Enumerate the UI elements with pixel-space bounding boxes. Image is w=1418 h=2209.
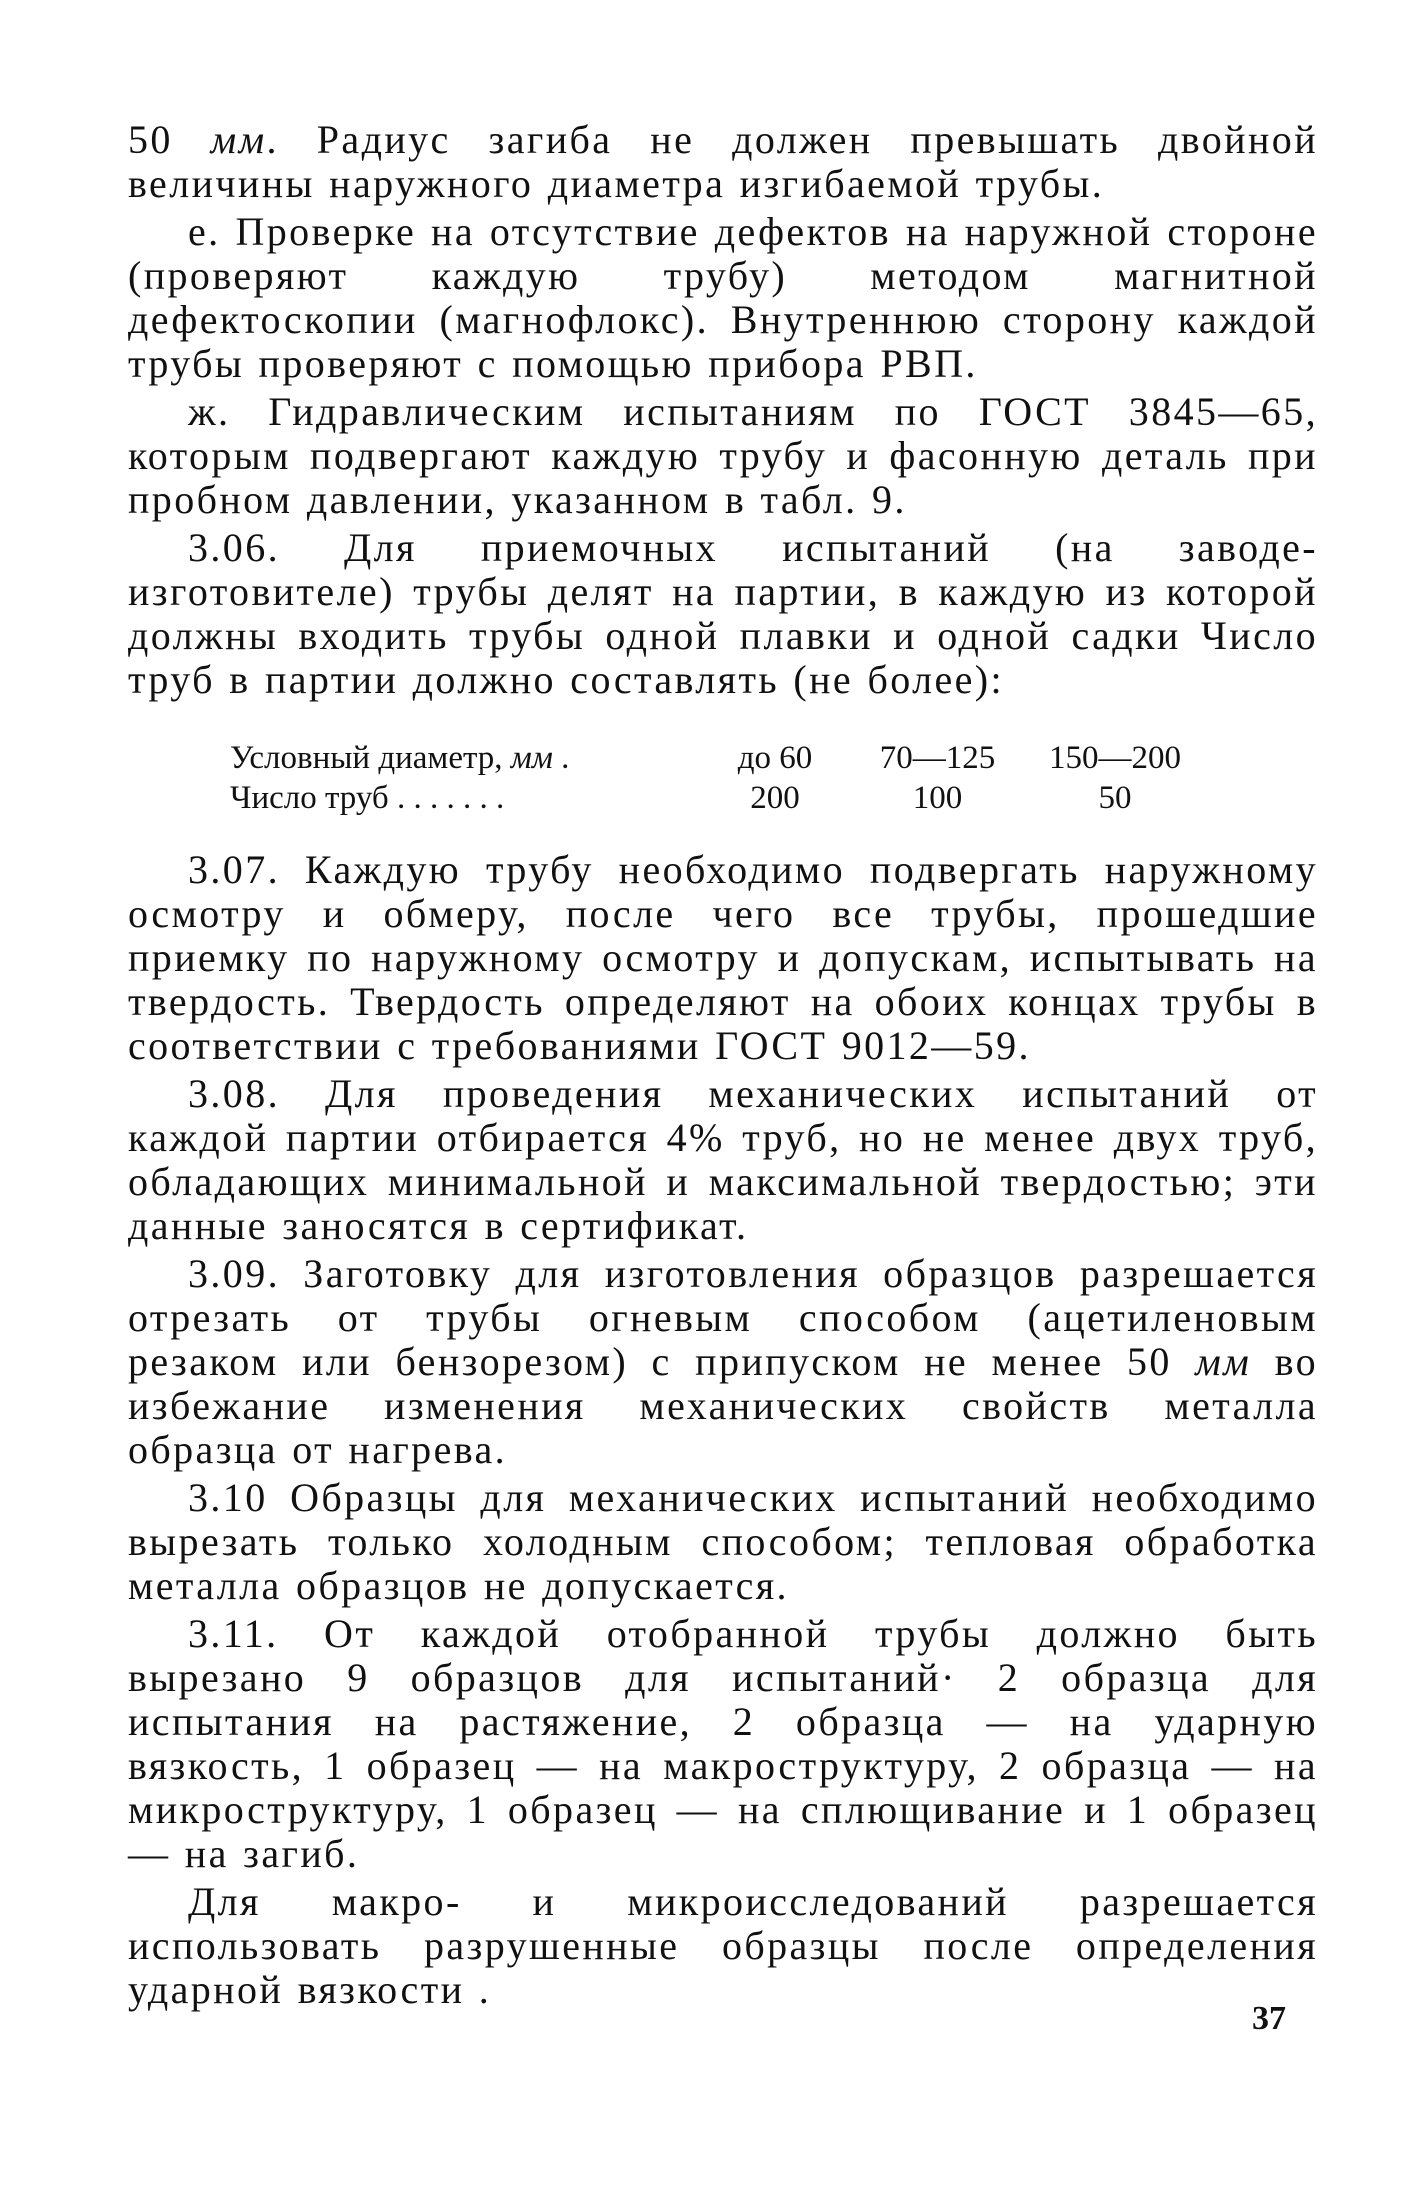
bend-radius-value: 50	[128, 117, 173, 162]
paragraph-3-07: 3.07. Каждую трубу необходимо подвергать наружному осмотру и обмеру, после чего все трубы, прошедшие приемку по наружному осмотру и допускам, испытывать на твердость. Твердость определяют на обоих концах трубы в соответствии с требованиями ГОСТ 9012—59.	[128, 847, 1318, 1068]
table-cell: до 60	[737, 740, 813, 776]
unit-mm: мм	[210, 117, 267, 162]
paragraph-e-defect-check: е. Проверке на отсутствие дефектов на наружной стороне (проверяют каждую трубу) методом магнитной дефектоскопии (магнофлокс). Внутреннюю сторону каждой трубы проверяют с помощью прибора РВП.	[128, 209, 1318, 386]
paragraph-bend-radius	[128, 118, 1318, 206]
table-cell: 150—200	[1049, 740, 1181, 776]
bend-radius-text: . Радиус загиба не должен превышать двойной величины наружного диаметра изгибаемой трубы.	[128, 117, 1318, 206]
table-label-count: Число труб . . . . . . .	[230, 780, 505, 816]
paragraph-3-08: 3.08. Для проведения механических испытаний от каждой партии отбирается 4% труб, но не менее двух труб, обладающих минимальной и максимальной твердостью; эти данные заносятся в сертификат.	[128, 1071, 1318, 1248]
paragraph-3-06: 3.06. Для приемочных испытаний (на заводе-изготовителе) трубы делят на партии, в каждую из которой должны входить трубы одной плавки и одной садки Число труб в партии должно составлять (не более):	[128, 525, 1318, 702]
table-label-diameter: Условный диаметр, мм .	[230, 740, 570, 776]
unit-mm: мм	[1195, 1339, 1252, 1384]
page-number: 37	[1252, 2000, 1286, 2037]
paragraph-3-09: 3.09. Заготовку для изготовления образцов разрешается отрезать от трубы огневым способом (ацетиленовым резаком или бензорезом) с припуском не менее 50 мм во избежание изменения механических свойств металла образца от нагрева.	[128, 1251, 1318, 1472]
table-row-diameter	[230, 738, 1205, 778]
table-cell: 200	[750, 780, 800, 816]
table-row-count	[230, 778, 1205, 818]
table-cell: 50	[1098, 780, 1132, 816]
batch-size-table	[230, 738, 1205, 818]
paragraph-zh-hydraulic-test: ж. Гидравлическим испытаниям по ГОСТ 3845—65, которым подвергают каждую трубу и фасонную деталь при пробном давлении, указанном в табл. 9.	[128, 389, 1318, 522]
table-cell: 70—125	[879, 740, 996, 776]
paragraph-3-11: 3.11. От каждой отобранной трубы должно быть вырезано 9 образцов для испытаний· 2 образца для испытания на растяжение, 2 образца — на ударную вязкость, 1 образец — на макроструктуру, 2 образца — на микроструктуру, 1 образец — на сплющивание и 1 образец — на загиб.	[128, 1611, 1318, 1876]
table-cell: 100	[912, 780, 963, 816]
paragraph-macro-micro: Для макро- и микроисследований разрешается использовать разрушенные образцы после определения ударной вязкости .	[128, 1879, 1318, 2012]
paragraph-3-10: 3.10 Образцы для механических испытаний необходимо вырезать только холодным способом; тепловая обработка металла образцов не допускается.	[128, 1475, 1318, 1608]
